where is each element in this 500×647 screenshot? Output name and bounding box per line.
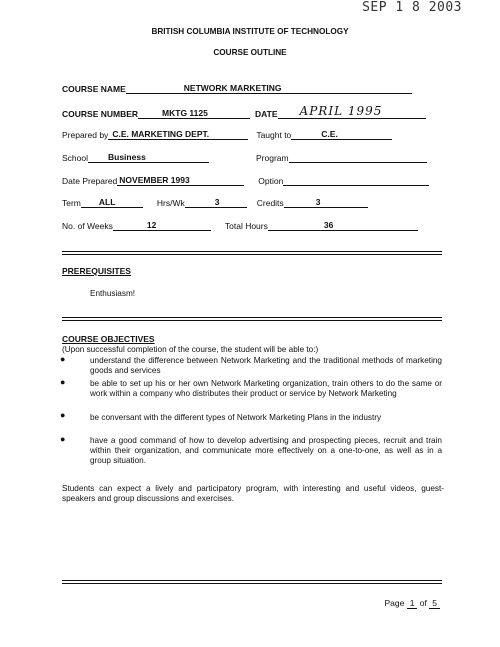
course-name-value: NETWORK MARKETING	[126, 83, 412, 94]
option-value	[283, 175, 429, 186]
school-row	[62, 152, 427, 163]
date-prepared-label: Date Prepared	[62, 176, 118, 186]
date-value: APRIL 1995	[278, 105, 426, 119]
taught-to-label: Taught to	[256, 130, 292, 140]
objectives-heading: COURSE OBJECTIVES	[62, 334, 155, 344]
school-label: School	[62, 153, 88, 163]
course-number-row	[62, 105, 426, 119]
weeks-row	[62, 220, 418, 231]
objective-item: understand the difference between Network Marketing and the traditional methods of marketing goods and services	[90, 356, 442, 375]
date-prepared-row	[62, 175, 429, 186]
hrs-wk-value: 3	[185, 197, 247, 208]
prepared-by-value: C.E. MARKETING DEPT.	[108, 129, 248, 140]
page-current: 1	[407, 598, 418, 609]
bullet-icon: ●	[60, 354, 66, 364]
course-name-row	[62, 83, 412, 94]
weeks-label: No. of Weeks	[62, 221, 113, 231]
total-hours-value: 36	[268, 220, 418, 231]
prerequisites-text: Enthusiasm!	[90, 289, 136, 298]
course-number-label: COURSE NUMBER	[62, 109, 139, 119]
received-date-stamp: SEP 1 8 2003	[362, 0, 462, 15]
prepared-by-label: Prepared by	[62, 130, 109, 140]
bullet-icon: ●	[60, 377, 66, 387]
term-value: ALL	[81, 197, 143, 208]
program-value	[289, 152, 427, 163]
objective-item: be conversant with the different types of Network Marketing Plans in the industry	[90, 413, 382, 422]
bullet-icon: ●	[60, 410, 66, 420]
total-hours-label: Total Hours	[224, 221, 268, 231]
page-total: 5	[429, 598, 440, 609]
document-title: COURSE OUTLINE	[213, 48, 287, 57]
course-number-value: MKTG 1125	[138, 108, 250, 119]
page-label: Page	[384, 598, 405, 608]
section-divider	[62, 251, 442, 255]
hrs-wk-label: Hrs/Wk	[156, 198, 185, 208]
option-label: Option	[258, 176, 284, 186]
objectives-closing: Students can expect a lively and participatory program, with interesting and useful videos, guest-speakers and group discussions and exercises.	[62, 484, 444, 503]
credits-label: Credits	[256, 198, 284, 208]
taught-to-value: C.E.	[291, 129, 392, 140]
course-name-label: COURSE NAME	[62, 84, 126, 94]
objective-item: be able to set up his or her own Network Marketing organization, train others to do the same or work within a company who distributes their product or service by Network Marketing	[90, 379, 442, 398]
institution-name: BRITISH COLUMBIA INSTITUTE OF TECHNOLOGY	[151, 27, 349, 36]
term-label: Term	[62, 198, 81, 208]
school-value: Business	[88, 152, 209, 163]
bullet-icon: ●	[60, 434, 66, 444]
objectives-intro: (Upon successful completion of the course, the student will be able to:)	[62, 345, 319, 354]
page-number	[384, 598, 440, 609]
objective-item: have a good command of how to develop advertising and prospecting pieces, recruit and train within their organization, and communicate more effectively on a one-to-one, as well as in a group situation.	[90, 436, 442, 465]
weeks-value: 12	[113, 220, 211, 231]
of-label: of	[419, 598, 427, 608]
credits-value: 3	[284, 197, 368, 208]
date-prepared-value: NOVEMBER 1993	[117, 175, 244, 186]
prepared-by-row	[62, 129, 392, 140]
footer-divider	[62, 580, 442, 584]
section-divider	[62, 317, 442, 321]
program-label: Program	[256, 153, 289, 163]
term-row	[62, 197, 368, 208]
prerequisites-heading: PREREQUISITES	[62, 266, 131, 276]
date-label: DATE	[255, 109, 278, 119]
